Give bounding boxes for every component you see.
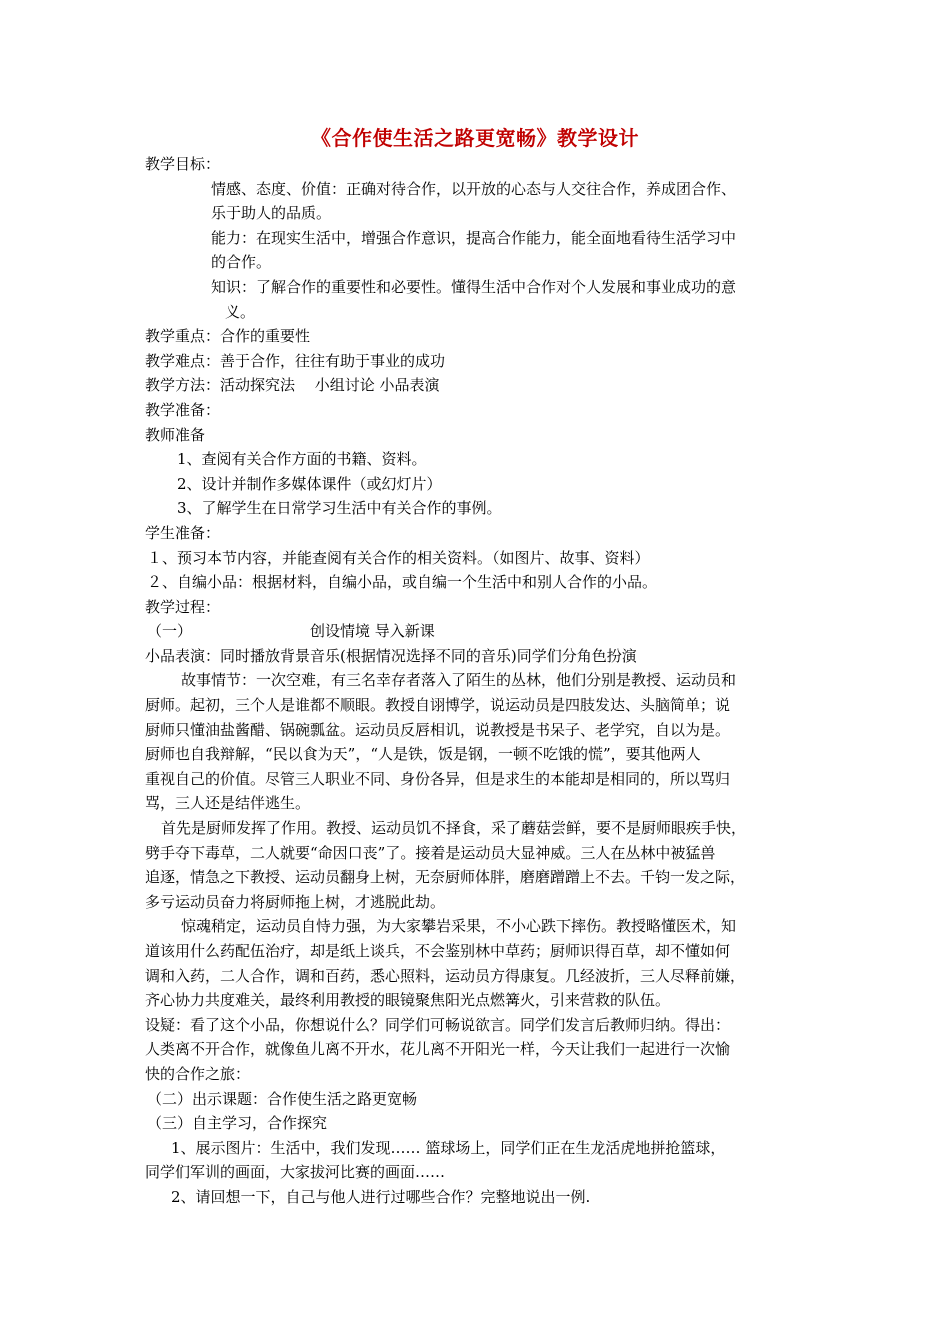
section-label: （一） [147, 622, 193, 641]
text-line: 劈手夺下毒草，二人就要“命因口丧”了。接着是运动员大显神威。三人在丛林中被猛兽 [145, 843, 716, 862]
text-line: 厨师也自我辩解，“民以食为天”，“人是铁，饭是钢，一顿不吃饿的慌”，要其他两人 [145, 745, 701, 764]
text-line: 1、展示图片：生活中，我们发现…… 篮球场上，同学们正在生龙活虎地拼抢篮球， [171, 1138, 726, 1157]
text-line: 情感、态度、价值：正确对待合作，以开放的心态与人交往合作，养成团合作、 [211, 179, 737, 198]
text-line: 能力：在现实生活中，增强合作意识，提高合作能力，能全面地看待生活学习中 [211, 228, 737, 247]
text-line: 教学难点：善于合作，往往有助于事业的成功 [145, 351, 446, 370]
text-line: 追逐，情急之下教授、运动员翻身上树，无奈厨师体胖，磨磨蹭蹭上不去。千钧一发之际， [145, 868, 746, 887]
text-line: 调和入药，二人合作，调和百药，悉心照料，运动员方得康复。几经波折，三人尽释前嫌， [145, 966, 746, 985]
text-line: 知识：了解合作的重要性和必要性。懂得生活中合作对个人发展和事业成功的意 [211, 277, 737, 296]
text-line: 2、请回想一下，自己与他人进行过哪些合作？完整地说出一例. [171, 1187, 591, 1206]
text-line: 学生准备： [145, 523, 221, 542]
document-body [145, 152, 805, 1210]
text-line: 3、了解学生在日常学习生活中有关合作的事例。 [177, 499, 502, 518]
text-line: 道该用什么药配伍治疗，却是纸上谈兵，不会鉴别林中草药；厨师识得百草，却不懂如何 [145, 942, 731, 960]
text-line: 同学们军训的画面，大家拔河比赛的画面…… [145, 1163, 446, 1182]
text-line: 齐心协力共度难关，最终利用教授的眼镜聚焦阳光点燃篝火，引来营救的队伍。 [145, 991, 671, 1010]
text-line: 义。 [225, 302, 256, 321]
text-line: 多亏运动员奋力将厨师拖上树，才逃脱此劫。 [145, 892, 446, 911]
text-line: 骂，三人还是结伴逃生。 [145, 794, 311, 813]
text-line: 乐于助人的品质。 [211, 204, 332, 223]
text-line: 的合作。 [211, 253, 272, 272]
text-line [145, 619, 805, 644]
text-line: 快的合作之旅： [145, 1064, 251, 1083]
text-line: 故事情节：一次空难，有三名幸存者落入了陌生的丛林，他们分别是教授、运动员和 [181, 671, 737, 690]
section-heading: 创设情境 导入新课 [310, 622, 435, 641]
text-line: 重视自己的价值。尽管三人职业不同、身份各异，但是求生的本能却是相同的，所以骂归 [145, 769, 731, 788]
text-line: 惊魂稍定，运动员自恃力强，为大家攀岩采果，不小心跌下摔伤。教授略懂医术，知 [181, 917, 737, 936]
text-line: 人类离不开合作，就像鱼儿离不开水，花儿离不开阳光一样，今天让我们一起进行一次愉 [145, 1040, 731, 1059]
text-line: 小品表演：同时播放背景音乐(根据情况选择不同的音乐)同学们分角色扮演 [145, 646, 637, 665]
document-title: 《合作使生活之路更宽畅》教学设计 [311, 126, 639, 150]
text-line: 教学准备： [145, 400, 221, 419]
text-line: 教学过程： [145, 597, 221, 616]
text-line: 2、设计并制作多媒体课件（或幻灯片） [177, 474, 442, 493]
text-line: 教学重点：合作的重要性 [145, 327, 311, 346]
text-line: 教师准备 [145, 425, 206, 444]
text-line: 教学目标： [145, 155, 221, 173]
text-line: 1、查阅有关合作方面的书籍、资料。 [177, 450, 427, 469]
text-line: 首先是厨师发挥了作用。教授、运动员饥不择食，采了蘑菇尝鲜，要不是厨师眼疾手快， [161, 819, 747, 838]
text-line: 厨师只懂油盐酱醋、锅碗瓢盆。运动员反唇相讥，说教授是书呆子、老学究，自以为是。 [145, 720, 731, 739]
text-line: （二）出示课题：合作使生活之路更宽畅 [147, 1089, 418, 1108]
text-line: 设疑：看了这个小品，你想说什么？同学们可畅说欲言。同学们发言后教师归纳。得出： [145, 1015, 731, 1034]
text-line: ２、自编小品：根据材料，自编小品，或自编一个生活中和别人合作的小品。 [147, 573, 658, 592]
text-line: 厨师。起初，三个人是谁都不顺眼。教授自诩博学，说运动员是四肢发达、头脑简单；说 [145, 696, 731, 715]
text-line: （三）自主学习，合作探究 [147, 1114, 328, 1133]
text-line: １、预习本节内容，并能查阅有关合作的相关资料。（如图片、故事、资料） [147, 548, 650, 567]
text-line: 教学方法：活动探究法 小组讨论 小品表演 [145, 376, 440, 395]
